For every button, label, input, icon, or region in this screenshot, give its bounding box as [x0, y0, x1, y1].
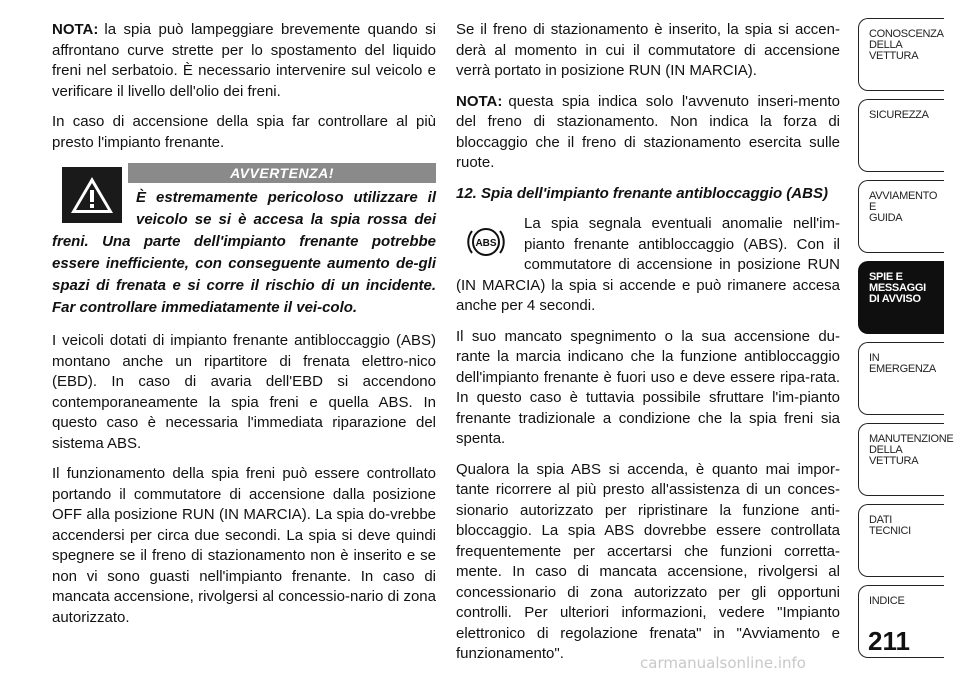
tab-label: CONOSCENZA DELLA VETTURA	[869, 28, 944, 62]
abs-intro-text: La spia segnala eventuali anomalie nell'im-pianto frenante antibloccaggio (ABS). Con il commutatore di accensione in posizione RUN (IN MARCIA) la spia si accende e può rimanere accesa anche per 4 secondi.	[456, 215, 840, 314]
tab-sicurezza[interactable]	[858, 99, 944, 172]
left-column	[52, 20, 436, 638]
warning-title: AVVERTENZA!	[128, 163, 436, 183]
nota-paragraph-2	[456, 92, 840, 174]
abs-on-paragraph: Qualora la spia ABS si accenda, è quanto mai impor-tante ricorrere al più presto all'assistenza di un conces-sionario autorizzato per ripristinare la funzione anti-bloccaggio. La spia ABS dovrebbe essere controllata frequentemente per accertarsi che funzioni corretta-mente. In caso di mancata accensione, rivolgersi al concessionario di zona autorizzato per gli opportuni controlli. Per ulteriori informazioni, vedere "Impianto elettronico di regolazione frenata" in "Avviamento e funzionamento".	[456, 460, 840, 662]
function-paragraph: Il funzionamento della spia freni può essere controllato portando il commutatore di accensione dalla posizione OFF alla posizione RUN (IN MARCIA). La spia do-vrebbe accendersi per circa due secondi. La spia si deve quindi spegnere se il freno di stazionamento non è inserito e se non vi sono guasti nell'impianto frenante. In caso di mancata accensione, rivolgersi al concessio-nario di zona autorizzato.	[52, 465, 436, 626]
nota-label: NOTA:	[456, 92, 503, 110]
tab-label: SPIE E MESSAGGI DI AVVISO	[869, 271, 926, 305]
tab-dati-tecnici[interactable]	[858, 504, 944, 577]
tab-label: IN EMERGENZA	[869, 352, 936, 375]
nota-text: questa spia indica solo l'avvenuto inseri-mento del freno di stazionamento. Non indica la forza di bloccaggio che il freno di stazionamento esercita sulle ruote.	[456, 92, 840, 171]
abs-warning-icon	[466, 222, 506, 262]
brake-check-paragraph: In caso di accensione della spia far controllare al più presto l'impianto frenante.	[52, 113, 436, 151]
abs-intro-paragraph	[456, 214, 840, 317]
nota-text: la spia può lampeggiare brevemente quando si affrontano curve strette per lo spostamento del liquido freni nel serbatoio. È necessario intervenire sul veicolo e verificare il livello dell'olio dei freni.	[52, 21, 436, 100]
abs-icon-text: ABS	[475, 238, 497, 249]
right-column	[456, 20, 840, 675]
tab-label: INDICE	[869, 595, 905, 607]
abs-section-heading: 12. Spia dell'impianto frenante antibloccaggio (ABS)	[456, 184, 828, 202]
warning-triangle-icon	[62, 167, 122, 223]
tab-label: SICUREZZA	[869, 109, 929, 121]
abs-off-paragraph: Il suo mancato spegnimento o la sua accensione du-rante la marcia indicano che la funzione antibloccaggio dell'impianto frenante è fuori uso e deve essere ripa-rata. In questo caso è tuttavia possibile sfruttare l'im-pianto frenante tradizionale a condizione che la spia freni sia spenta.	[456, 327, 840, 447]
tab-avviamento[interactable]	[858, 180, 944, 253]
nota-label: NOTA:	[52, 21, 99, 38]
nota-paragraph-1	[52, 20, 436, 102]
tab-label: MANUTENZIONE DELLA VETTURA	[869, 433, 954, 467]
watermark: carmanualsonline.info	[640, 654, 806, 672]
tab-conoscenza[interactable]	[858, 18, 944, 91]
page-number: 211	[868, 626, 910, 656]
tab-manutenzione[interactable]	[858, 423, 954, 496]
warning-text: È estremamente pericoloso utilizzare il veicolo se si è accesa la spia rossa dei freni. Una parte dell'impianto frenante potrebbe essere inefficiente, con conseguente aumento de-gli spazi di frenata e si corre il rischio di un incidente. Far controllare immediatamente il vei-colo.	[52, 189, 436, 316]
tab-label: DATI TECNICI	[869, 514, 911, 537]
tab-spie-messaggi[interactable]	[858, 261, 944, 334]
warning-box	[52, 163, 436, 319]
ebd-paragraph: I veicoli dotati di impianto frenante antibloccaggio (ABS) montano anche un ripartitore di frenata elettro-nico (EBD). In caso di avaria dell'EBD si accendono contemporaneamente la spia freni e quella ABS. In questo caso è necessaria l'immediata riparazione del sistema ABS.	[52, 332, 436, 452]
tab-emergenza[interactable]	[858, 342, 944, 415]
chapter-tabs	[858, 18, 954, 666]
tab-label: AVVIAMENTO E GUIDA	[869, 190, 938, 224]
parking-brake-paragraph: Se il freno di stazionamento è inserito, la spia si accen-derà al momento in cui il commutatore di accensione verrà portato in posizione RUN (IN MARCIA).	[456, 21, 840, 79]
